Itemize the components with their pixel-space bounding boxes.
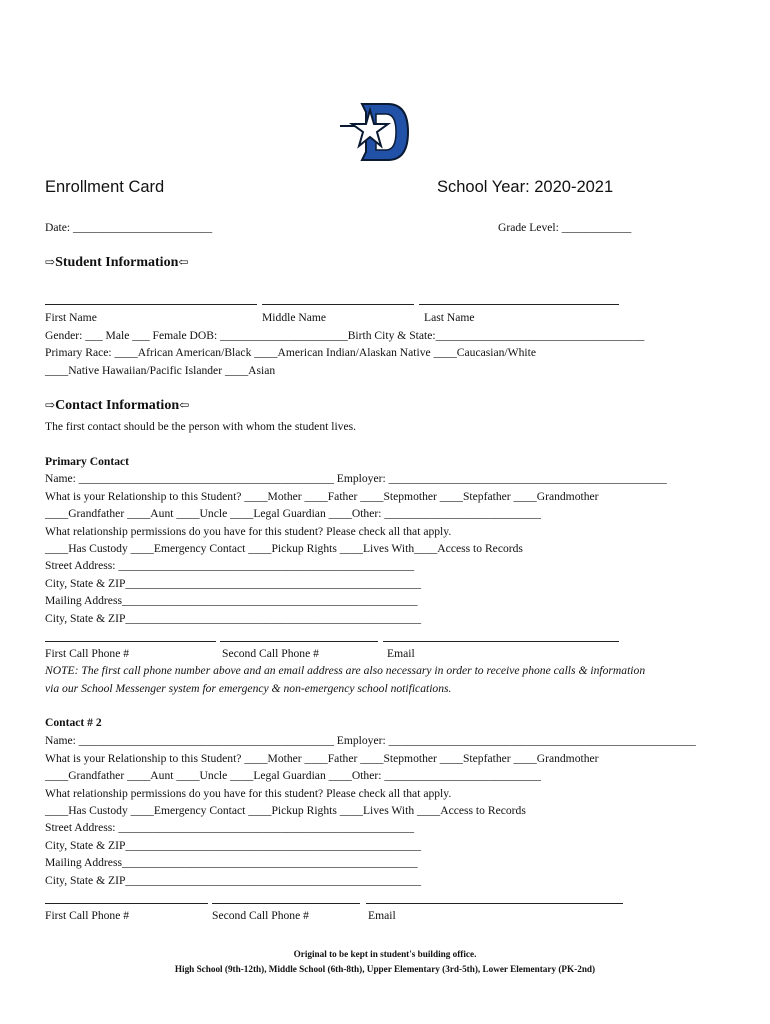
contact-2-mailing-address[interactable]: Mailing Address___________________________________________________ bbox=[45, 856, 418, 869]
last-name-label: Last Name bbox=[424, 311, 475, 324]
middle-name-label: Middle Name bbox=[262, 311, 327, 324]
contact-2-city-state-zip[interactable]: City, State & ZIP___________________________________________________ bbox=[45, 839, 422, 852]
primary-name-employer-line[interactable]: Name: ____________________________________________ Employer: ________________________________________________ bbox=[45, 472, 667, 485]
contact-2-permissions-line[interactable]: ____Has Custody ____Emergency Contact ____Pickup Rights ____Lives With ____Access to Records bbox=[45, 804, 526, 817]
d-star-logo-icon bbox=[340, 100, 412, 164]
contact-2-email-field[interactable] bbox=[366, 903, 623, 904]
contact-2-street-address[interactable]: Street Address: ___________________________________________________ bbox=[45, 821, 415, 834]
primary-second-phone-field[interactable] bbox=[220, 641, 378, 642]
primary-mailing-city-state-zip[interactable]: City, State & ZIP___________________________________________________ bbox=[45, 612, 422, 625]
contact-2-heading: Contact # 2 bbox=[45, 716, 102, 729]
contact-2-first-phone-field[interactable] bbox=[45, 903, 208, 904]
contact-2-second-phone-label: Second Call Phone # bbox=[212, 909, 309, 922]
contact-2-name-employer-line[interactable]: Name: ____________________________________________ Employer: _____________________________________________________ bbox=[45, 734, 696, 747]
student-information-heading: ⇨Student Information⇦ bbox=[45, 255, 189, 270]
arrow-right-icon: ⇨ bbox=[45, 255, 56, 269]
last-name-field[interactable] bbox=[419, 304, 619, 305]
primary-email-field[interactable] bbox=[383, 641, 619, 642]
gender-dob-line[interactable]: Gender: ___ Male ___ Female DOB: ______________________Birth City & State:____________________________________ bbox=[45, 329, 645, 342]
first-name-field[interactable] bbox=[45, 304, 257, 305]
contact-2-mailing-city-state-zip[interactable]: City, State & ZIP___________________________________________________ bbox=[45, 874, 422, 887]
contact-2-relationship-line[interactable]: What is your Relationship to this Student? ____Mother ____Father ____Stepmother ____Stepfather ____Grandmother bbox=[45, 752, 599, 765]
date-field[interactable]: Date: ________________________ bbox=[45, 221, 213, 234]
arrow-right-icon: ⇨ bbox=[45, 398, 56, 412]
footer-office-note: Original to be kept in student's building office. bbox=[293, 949, 477, 959]
primary-second-phone-label: Second Call Phone # bbox=[222, 647, 319, 660]
primary-contact-heading: Primary Contact bbox=[45, 455, 130, 468]
middle-name-field[interactable] bbox=[262, 304, 414, 305]
contact-2-second-phone-field[interactable] bbox=[212, 903, 360, 904]
primary-relationship-line[interactable]: What is your Relationship to this Student? ____Mother ____Father ____Stepmother ____Stepfather ____Grandmother bbox=[45, 490, 599, 503]
primary-street-address[interactable]: Street Address: ___________________________________________________ bbox=[45, 559, 415, 572]
footer-school-levels: High School (9th-12th), Middle School (6th-8th), Upper Elementary (3rd-5th), Lower Elementary (PK-2nd) bbox=[174, 964, 596, 974]
primary-city-state-zip[interactable]: City, State & ZIP___________________________________________________ bbox=[45, 577, 422, 590]
primary-first-phone-field[interactable] bbox=[45, 641, 216, 642]
race-line[interactable]: Primary Race: ____African American/Black ____American Indian/Alaskan Native ____Caucasian/White bbox=[45, 346, 536, 359]
primary-mailing-address[interactable]: Mailing Address___________________________________________________ bbox=[45, 594, 418, 607]
contact-2-first-phone-label: First Call Phone # bbox=[45, 909, 130, 922]
school-year: School Year: 2020-2021 bbox=[437, 178, 614, 196]
primary-relationship-line-2[interactable]: ____Grandfather ____Aunt ____Uncle ____Legal Guardian ____Other: ___________________________ bbox=[45, 507, 541, 520]
note-line: NOTE: The first call phone number above and an email address are also necessary in order to receive phone calls & information bbox=[45, 664, 646, 677]
primary-email-label: Email bbox=[387, 647, 415, 660]
contact-intro: The first contact should be the person with whom the student lives. bbox=[45, 420, 357, 433]
contact-2-relationship-line-2[interactable]: ____Grandfather ____Aunt ____Uncle ____Legal Guardian ____Other: ___________________________ bbox=[45, 769, 541, 782]
primary-first-phone-label: First Call Phone # bbox=[45, 647, 130, 660]
arrow-left-icon: ⇦ bbox=[179, 398, 190, 412]
primary-permissions-line[interactable]: ____Has Custody ____Emergency Contact ____Pickup Rights ____Lives With____Access to Records bbox=[45, 542, 523, 555]
primary-permissions-question: What relationship permissions do you have for this student? Please check all that apply. bbox=[45, 525, 452, 538]
first-name-label: First Name bbox=[45, 311, 97, 324]
contact-information-heading: ⇨Contact Information⇦ bbox=[45, 398, 190, 413]
arrow-left-icon: ⇦ bbox=[178, 255, 189, 269]
grade-level-field[interactable]: Grade Level: ____________ bbox=[498, 221, 632, 234]
contact-2-email-label: Email bbox=[368, 909, 396, 922]
page-title: Enrollment Card bbox=[45, 178, 165, 196]
contact-2-permissions-question: What relationship permissions do you have for this student? Please check all that apply. bbox=[45, 787, 452, 800]
note-line-2: via our School Messenger system for emergency & non-emergency school notifications. bbox=[45, 682, 452, 695]
race-line-2[interactable]: ____Native Hawaiian/Pacific Islander ____Asian bbox=[45, 364, 276, 377]
